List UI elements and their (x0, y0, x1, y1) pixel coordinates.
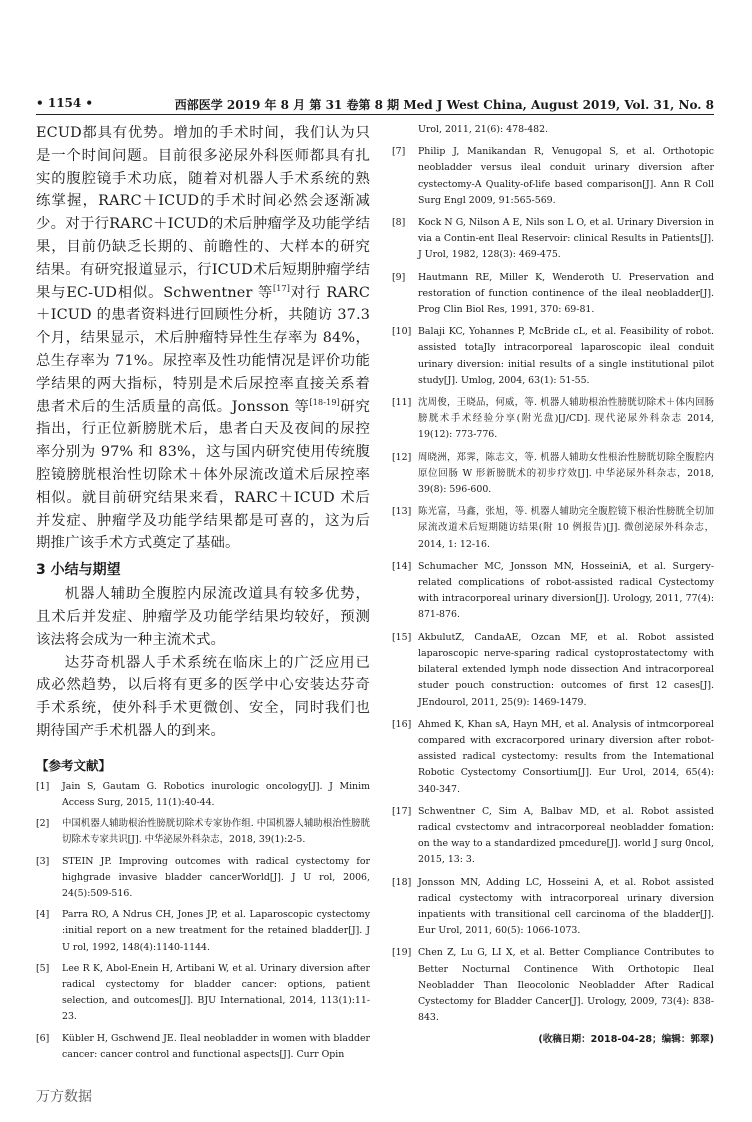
reference-number: [13] (392, 506, 412, 518)
reference-number: [6] (36, 1032, 50, 1044)
reference-text: Jonsson MN, Adding LC, Hosseini A, et al. Robot assisted radical cystectomy with intracorporeal urinary diversion inpatients with transitional cell carcinoma of the bladder[J]. Eur Urol, 2011, 60(5): 1066-1073. (418, 876, 714, 937)
reference-text: 周晓洲，郑霁，陈志文，等. 机器人辅助女性根治性膀胱切除全腹腔内原位回肠 W 形新膀胱术的初步疗效[J]. 中华泌尿外科杂志，2018, 39(8): 596-600. (418, 451, 714, 496)
reference-number: [15] (392, 631, 412, 643)
reference-number: [12] (392, 451, 412, 463)
body-paragraph-3: 达芬奇机器人手术系统在临床上的广泛应用已成必然趋势，以后将有更多的医学中心安装达芬奇手术系统，使外科手术更微创、安全，同时我们也期待国产手术机器人的到来。 (36, 654, 370, 739)
reference-text: Philip J, Manikandan R, Venugopal S, et al. Orthotopic neobladder versus ileal conduit urinary diversion after cystectomy-A Quality-of-life based comparison[J]. Ann R Coll Surg Engl 2009, 91:565-569. (418, 146, 714, 206)
reference-text: Schumacher MC, Jonsson MN, HosseiniA, et al. Surgery-related complications of robot-assisted radical Cystectomy with intracorporeal urinary diversion[J]. Urology, 2011, 77(4): 871-876. (418, 560, 714, 621)
reference-text: 沈周俊，王晓品，何威，等. 机器人辅助根治性膀胱切除术＋体内回肠膀胱术手术经验分享(附光盘)[J/CD]. 现代泌尿外科杂志 2014, 19(12): 773-776. (418, 397, 714, 441)
reference-item (392, 450, 714, 499)
reference-number: [19] (392, 947, 412, 959)
reference-item (392, 717, 714, 798)
reference-item (392, 804, 714, 869)
reference-number: [3] (36, 855, 50, 867)
reference-text: Ahmed K, Khan sA, Hayn MH, et al. Analysis of intmcorporeal compared with excracorpored urinary diversion after robot-assisted radical cystectomy: results from the Intemational Robotic Cystectomy Consortium[J]. Eur Urol, 2014, 65(4): 340-347. (418, 718, 714, 795)
reference-text: Balaji KC, Yohannes P, McBride cL, et al. Feasibility of robot. assisted totaJly intracorporeal laparoscopic ileal conduit urinary diversion: initial results of a single institutional pilot study[J]. Umlog, 2004, 63(1): 51-55. (418, 326, 714, 386)
reference-item (392, 324, 714, 389)
reference-item (392, 270, 714, 319)
section-3-title: 3 小结与期望 (36, 562, 121, 579)
reference-text: Urol, 2011, 21(6): 478-482. (418, 124, 549, 135)
reference-item (36, 907, 370, 956)
reference-item (392, 630, 714, 711)
reference-number: [8] (392, 217, 406, 229)
reference-number: [18] (392, 876, 412, 888)
reference-number: [9] (392, 271, 406, 283)
p1-part-c: 研究指出，行正位新膀胱术后，患者白天及夜间的尿控率分别为 97% 和 83%，这与国内研究使用传统腹腔镜膀胱根治性切除术＋体外尿流改道术后尿控率相似。就目前研究结果来看，RARC＋ICUD 术后并发症、肿瘤学及功能学结果都是可喜的，这为后期推广该手术方式奠定了基础。 (36, 398, 370, 552)
reference-text: 中国机器人辅助根治性膀胱切除术专家协作组. 中国机器人辅助根治性膀胱切除术专家共识[J]. 中华泌尿外科杂志，2018, 39(1):2-5. (62, 818, 370, 846)
reference-number: [17] (392, 805, 412, 817)
reference-item (392, 504, 714, 553)
reference-item (36, 816, 370, 848)
reference-number: [11] (392, 397, 412, 409)
received-date-note: (收稿日期：2018-04-28；编辑：郭翠) (538, 1034, 714, 1046)
reference-item (36, 961, 370, 1026)
reference-text: Jain S, Gautam G. Robotics inurologic oncology[J]. J Minim Access Surg, 2015, 11(1):40-44. (62, 780, 370, 808)
citation-18-19: [18-19] (309, 397, 340, 407)
watermark: 万方数据 (36, 1089, 92, 1105)
reference-number: [1] (36, 780, 50, 792)
reference-text: Kock N G, Nilson A E, Nils son L O, et al. Urinary Diversion in via a Contin-ent Ileal Reservoir: clinical Results in Patients[J]. J Urol, 1982, 128(3): 469-475. (418, 217, 714, 261)
reference-text: Chen Z, Lu G, LI X, et al. Better Compliance Contributes to Better Nocturnal Continence With Orthotopic Ileal Neobladder Than Ileocolonic Neobladder After Radical Cystectomy for Bladder Cancer[J]. Urology, 2009, 73(4): 838-843. (418, 947, 714, 1024)
reference-text: Kübler H, Gschwend JE. Ileal neobladder in women with bladder cancer: cancer control and functional aspects[J]. Curr Opin (62, 1032, 370, 1060)
reference-number: [14] (392, 560, 412, 572)
reference-item (36, 854, 370, 903)
body-paragraph-1 (36, 122, 370, 555)
reference-number: [16] (392, 718, 412, 730)
body-paragraph-2: 机器人辅助全腹腔内尿流改道具有较多优势，且术后并发症、肿瘤学及功能学结果均较好，预测该法将会成为一种主流术式。 (36, 586, 370, 648)
reference-number: [5] (36, 962, 50, 974)
reference-text: 陈光富，马鑫，张旭，等. 机器人辅助完全腹腔镜下根治性膀胱全切加尿流改道术后短期随访结果(附 10 例报告)[J]. 微创泌尿外科杂志，2014, 1: 12-16. (418, 506, 714, 550)
reference-item (36, 779, 370, 811)
reference-text: Hautmann RE, Miller K, Wenderoth U. Preservation and restoration of function continence of the ileal neobladder[J]. Prog Clin Biol Res, 1991, 370: 69-81. (418, 271, 714, 316)
p1-part-b: 对行 RARC＋ICUD 的患者资料进行回顾性分析，共随访 37.3 个月，结果显示，术后肿瘤特异性生存率为 84%，总生存率为 71%。尿控率及性功能情况是评价功能学结果的两大指标，特别是术后尿控率直接关系着患者术后的生活质量的高低。Jonsson 等 (36, 284, 371, 415)
reference-number: [10] (392, 326, 412, 338)
reference-text: Lee R K, Abol-Enein H, Artibani W, et al. Urinary diversion after radical cystectomy for bladder cancer: options, patient selection, and outcomes[J]. BJU International, 2014, 113(1):11-23. (62, 962, 370, 1023)
reference-text: STEIN JP. Improving outcomes with radical cystectomy for highgrade invasive bladder cancerWorld[J]. J U rol, 2006, 24(5):509-516. (62, 855, 370, 899)
reference-text: Parra RO, A Ndrus CH, Jones JP, et al. Laparoscopic cystectomy :initial report on a new treatment for the retained bladder[J]. J U rol, 1992, 148(4):1140-1144. (62, 909, 370, 953)
reference-text: AkbulutZ, CandaAE, Ozcan MF, et al. Robot assisted laparoscopic nerve-sparing radical cystoprostatectomy with bilateral extended lymph node dissection And intracorporeal studer pouch construction: outcomes of first 12 cases[J]. JEndourol, 2011, 25(9): 1469-1479. (418, 631, 714, 708)
reference-continuation (392, 122, 714, 138)
references-left-list (36, 779, 370, 1063)
reference-item (36, 1031, 370, 1063)
references-right-list (392, 144, 714, 1026)
running-header: 西部医学 2019 年 8 月 第 31 卷第 8 期 Med J West China, August 2019, Vol. 31, No. 8 (174, 98, 714, 112)
reference-number: [4] (36, 909, 50, 921)
reference-item (392, 215, 714, 264)
reference-text: Schwentner C, Sim A, Balbav MD, et al. Robot assisted radical cvstectomv and intracorporeal neobladder fomation: on the way to a standardized pmcedure[J]. world J surg 0ncol, 2015, 13: 3. (418, 805, 714, 866)
header-rule (36, 114, 714, 115)
reference-item (392, 144, 714, 209)
references-title: 【参考文献】 (36, 757, 112, 773)
citation-17: [17] (273, 283, 291, 293)
reference-item (392, 875, 714, 940)
reference-item (392, 559, 714, 624)
reference-number: [7] (392, 146, 406, 158)
reference-item (392, 395, 714, 444)
left-column (36, 122, 370, 1068)
p1-part-a: ECUD都具有优势。增加的手术时间，我们认为只是一个时间问题。目前很多泌尿外科医师都具有扎实的腹腔镜手术功底，随着对机器人手术系统的熟练掌握，RARC＋ICUD的手术时间必然会逐渐减少。对于行RARC＋ICUD的术后肿瘤学及功能学结果，目前仍缺乏长期的、前瞻性的、大样本的研究结果。有研究报道显示，行ICUD术后短期肿瘤学结果与EC-UD相似。Schwentner 等 (36, 125, 370, 301)
reference-number: [2] (36, 818, 50, 830)
right-column (392, 122, 714, 1048)
page-number: • 1154 • (36, 96, 94, 110)
reference-item (392, 945, 714, 1026)
